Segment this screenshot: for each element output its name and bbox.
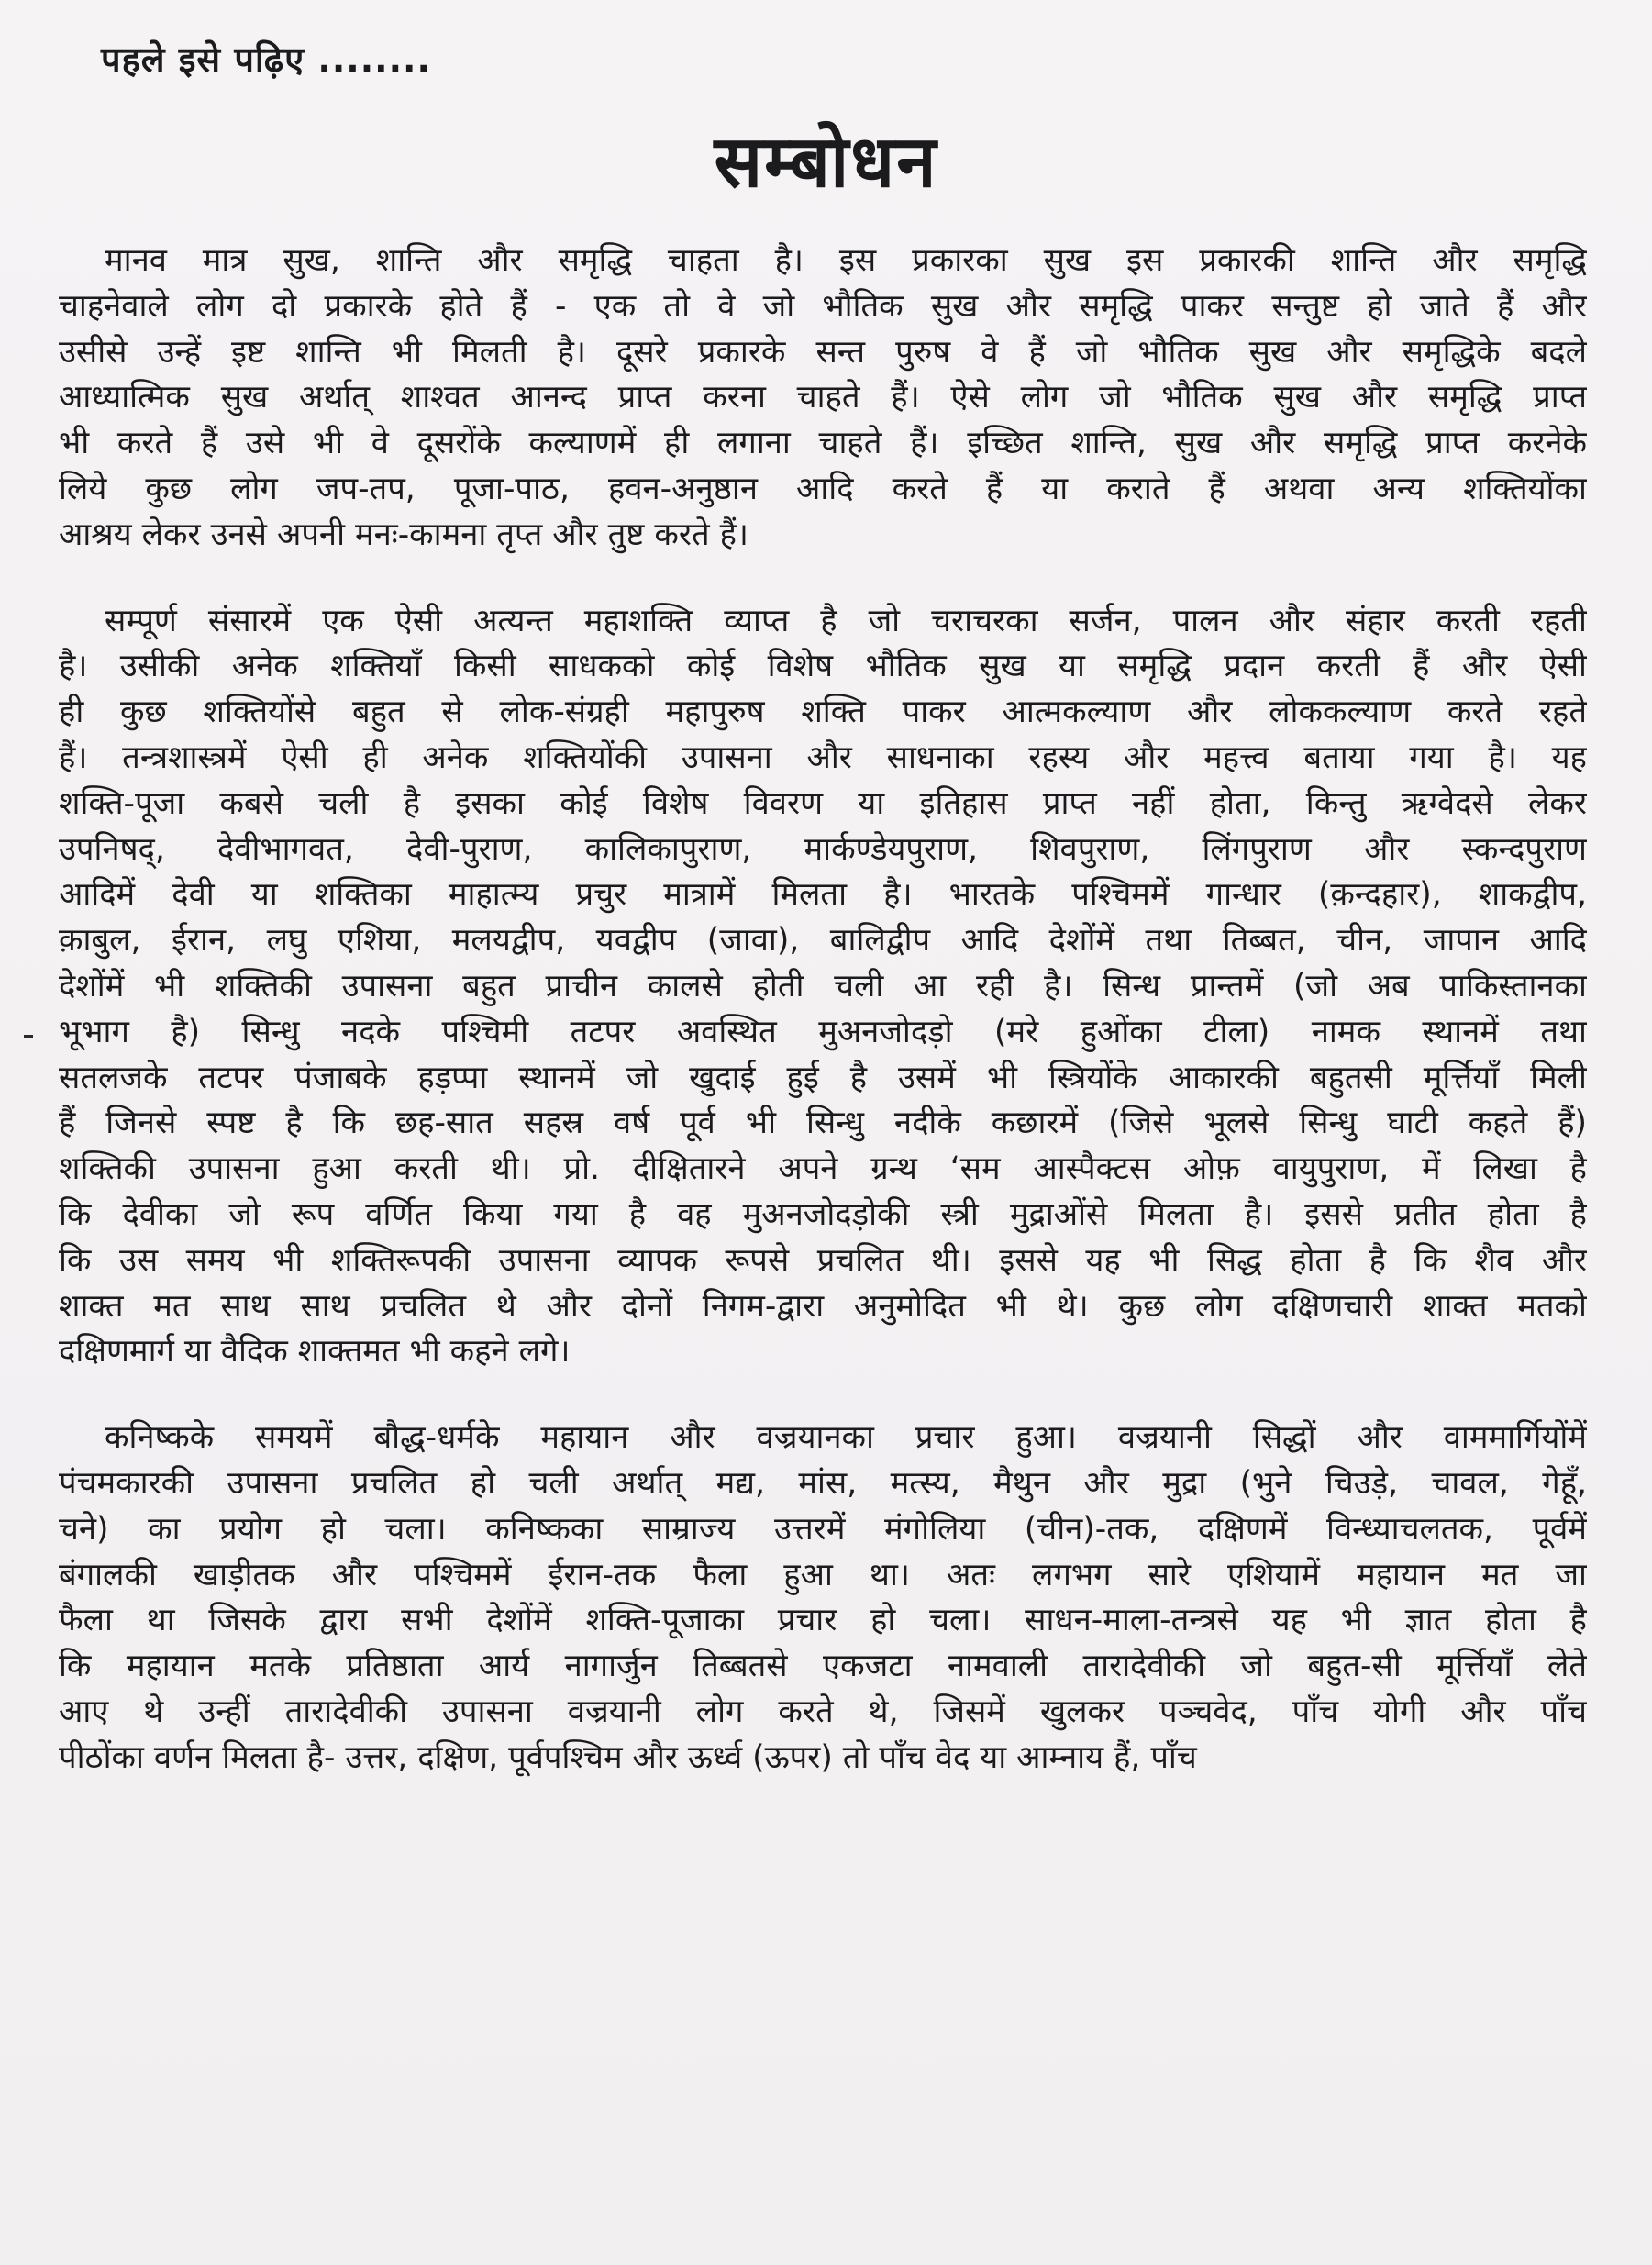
header-note: पहले इसे पढ़िए ........ xyxy=(101,39,431,80)
text-line: दक्षिणमार्ग या वैदिक शाक्तमत भी कहने लगे। xyxy=(59,1333,571,1371)
text-line: फैला था जिसके द्वारा सभी देशोंमें शक्ति-पूजाका प्रचार हो चला। साधन-माला-तन्त्रसे यह भी ज्ञात होता है xyxy=(59,1602,1587,1639)
text-line: पंचमकारकी उपासना प्रचलित हो चली अर्थात् मद्य, मांस, मत्स्य, मैथुन और मुद्रा (भुने चिउड़े, चावल, गेहूँ, xyxy=(59,1464,1587,1502)
text-line: कि उस समय भी शक्तिरूपकी उपासना व्यापक रूपसे प्रचलित थी। इससे यह भी सिद्ध होता है कि शैव और xyxy=(59,1241,1587,1279)
text-line: लिये कुछ लोग जप-तप, पूजा-पाठ, हवन-अनुष्ठान आदि करते हैं या कराते हैं अथवा अन्य शक्तियोंका xyxy=(59,470,1587,507)
body-text xyxy=(59,239,1587,1822)
text-line: हैं जिनसे स्पष्ट है कि छह-सात सहस्र वर्ष पूर्व भी सिन्धु नदीके कछारमें (जिसे भूलसे सिन्धु घाटी कहते हैं) xyxy=(59,1105,1587,1142)
text-line: पीठोंका वर्णन मिलता है- उत्तर, दक्षिण, पूर्वपश्चिम और ऊर्ध्व (ऊपर) तो पाँच वेद या आम्नाय हैं, पाँच xyxy=(59,1738,1197,1776)
text-line: आध्यात्मिक सुख अर्थात् शाश्वत आनन्द प्राप्त करना चाहते हैं। ऐसे लोग जो भौतिक सुख और समृद्धि प्राप्त xyxy=(59,379,1587,416)
text-line: आए थे उन्हीं तारादेवीकी उपासना वज्रयानी लोग करते थे, जिसमें खुलकर पञ्चवेद, पाँच योगी और पाँच xyxy=(59,1693,1587,1730)
text-line: भूभाग है) सिन्धु नदके पश्चिमी तटपर अवस्थित मुअनजोदड़ो (मरे हुओंका टीला) नामक स्थानमें तथा xyxy=(59,1013,1587,1050)
paragraph xyxy=(59,1416,1587,1781)
text-line: क़ाबुल, ईरान, लघु एशिया, मलयद्वीप, यवद्वीप (जावा), बालिद्वीप आदि देशोंमें तथा तिब्बत, चीन, जापान आदि xyxy=(59,922,1587,960)
text-line: सम्पूर्ण संसारमें एक ऐसी अत्यन्त महाशक्ति व्याप्त है जो चराचरका सर्जन, पालन और संहार करती रहती xyxy=(105,602,1587,639)
text-line: बंगालकी खाड़ीतक और पश्चिममें ईरान-तक फैला हुआ था। अतः लगभग सारे एशियामें महायान मत जा xyxy=(59,1556,1587,1593)
text-line: कनिष्कके समयमें बौद्ध-धर्मके महायान और वज्रयानका प्रचार हुआ। वज्रयानी सिद्धों और वाममार्गियोंमें xyxy=(105,1419,1587,1457)
text-line: कि देवीका जो रूप वर्णित किया गया है वह मुअनजोदड़ोकी स्त्री मुद्राओंसे मिलता है। इससे प्रतीत होता है xyxy=(59,1195,1587,1233)
text-line: उसीसे उन्हें इष्ट शान्ति भी मिलती है। दूसरे प्रकारके सन्त पुरुष वे हैं जो भौतिक सुख और समृद्धिके बदले xyxy=(59,333,1587,371)
text-line: कि महायान मतके प्रतिष्ठाता आर्य नागार्जुन तिब्बतसे एकजटा नामवाली तारादेवीकी जो बहुत-सी मूर्त्तियाँ लेते xyxy=(59,1648,1587,1685)
text-line: मानव मात्र सुख, शान्ति और समृद्धि चाहता है। इस प्रकारका सुख इस प्रकारकी शान्ति और समृद्धि xyxy=(105,242,1587,279)
text-line: आदिमें देवी या शक्तिका माहात्म्य प्रचुर मात्रामें मिलता है। भारतके पश्चिममें गान्धार (क़न्दहार), शाकद्वीप, xyxy=(59,876,1587,914)
text-line: उपनिषद्, देवीभागवत, देवी-पुराण, कालिकापुराण, मार्कण्डेयपुराण, शिवपुराण, लिंगपुराण और स्कन्दपुराण xyxy=(59,830,1587,868)
paragraph xyxy=(59,239,1587,559)
text-line: हैं। तन्त्रशास्त्रमें ऐसी ही अनेक शक्तियोंकी उपासना और साधनाका रहस्य और महत्त्व बताया गया है। यह xyxy=(59,738,1587,776)
text-line: चने) का प्रयोग हो चला। कनिष्कका साम्राज्य उत्तरमें मंगोलिया (चीन)-तक, दक्षिणमें विन्ध्याचलतक, पूर्वमें xyxy=(59,1510,1587,1548)
text-line: सतलजके तटपर पंजाबके हड़प्पा स्थानमें जो खुदाई हुई है उसमें भी स्त्रियोंके आकारकी बहुतसी मूर्त्तियाँ मिली xyxy=(59,1059,1587,1096)
text-line: है। उसीकी अनेक शक्तियाँ किसी साधकको कोई विशेष भौतिक सुख या समृद्धि प्रदान करती हैं और ऐसी xyxy=(59,648,1587,685)
text-line: भी करते हैं उसे भी वे दूसरोंके कल्याणमें ही लगाना चाहते हैं। इच्छित शान्ति, सुख और समृद्धि प्राप्त करनेके xyxy=(59,425,1587,462)
text-line: चाहनेवाले लोग दो प्रकारके होते हैं - एक तो वे जो भौतिक सुख और समृद्धि पाकर सन्तुष्ट हो जाते हैं और xyxy=(59,287,1587,325)
text-line: ही कुछ शक्तियोंसे बहुत से लोक-संग्रही महापुरुष शक्ति पाकर आत्मकल्याण और लोककल्याण करते रहते xyxy=(59,694,1587,731)
text-line: शक्तिकी उपासना हुआ करती थी। प्रो. दीक्षितारने अपने ग्रन्थ ‘सम आस्पैक्टस ओफ़ वायुपुराण, में लिखा है xyxy=(59,1150,1587,1188)
text-line: देशोंमें भी शक्तिकी उपासना बहुत प्राचीन कालसे होती चली आ रही है। सिन्ध प्रान्तमें (जो अब पाकिस्तानका xyxy=(59,967,1587,1005)
text-line: शक्ति-पूजा कबसे चली है इसका कोई विशेष विवरण या इतिहास प्राप्त नहीं होता, किन्तु ऋग्वेदसे लेकर xyxy=(59,784,1587,822)
text-line: शाक्त मत साथ साथ प्रचलित थे और दोनों निगम-द्वारा अनुमोदित भी थे। कुछ लोग दक्षिणचारी शाक्त मतको xyxy=(59,1287,1587,1325)
page-title: सम्बोधन xyxy=(714,121,938,204)
text-line: आश्रय लेकर उनसे अपनी मनः-कामना तृप्त और तुष्ट करते हैं। xyxy=(59,516,748,553)
margin-mark xyxy=(24,1035,33,1038)
paragraph xyxy=(59,599,1587,1376)
